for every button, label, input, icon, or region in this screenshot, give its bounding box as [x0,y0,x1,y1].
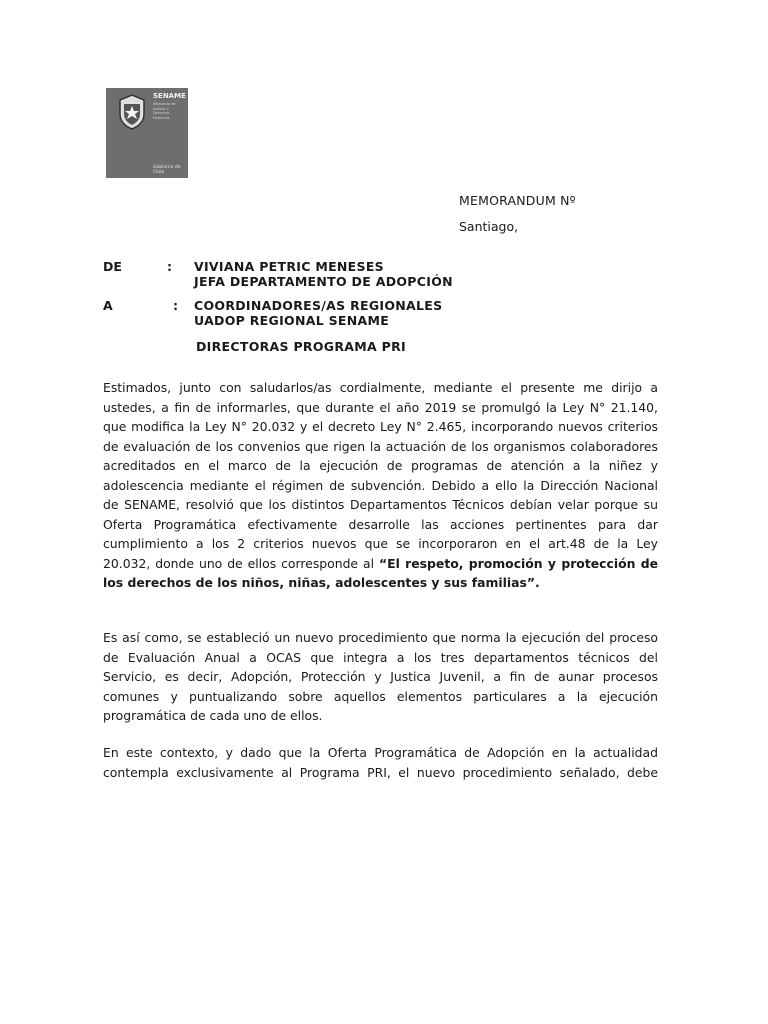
paragraph-line: cumplimiento a los 2 criterios nuevos que se incorporaron en el art.48 de la Ley [103,536,658,551]
paragraph-2 [103,628,658,726]
paragraph-line: Estimados, junto con saludarlos/as cordialmente, mediante el presente me dirijo a [103,380,658,395]
paragraph-line: de Evaluación Anual a OCAS que integra a los tres departamentos técnicos del [103,649,658,665]
logo-subtitle: Ministerio de Justicia y Derechos Humanos [153,102,176,120]
emphasis-line: los derechos de los niños, niñas, adolescentes y sus familias”. [103,575,540,590]
chile-coat-of-arms-icon [112,92,152,132]
de-label: DE [103,259,122,274]
a-colon: : [173,298,178,313]
a-label: A [103,298,113,313]
paragraph-line: ustedes, a fin de informarles, que durante el año 2019 se promulgó la Ley N° 21.140, [103,399,658,415]
recipient-line-2: UADOP REGIONAL SENAME [194,313,390,328]
paragraph-line: Es así como, se estableció un nuevo procedimiento que norma la ejecución del proceso [103,630,658,645]
paragraph-line: acreditados en el marco de la ejecución de programas de atención a la niñez y [103,458,658,473]
sender-name: VIVIANA PETRIC MENESES [194,259,384,274]
paragraph-line: de evaluación de los convenios que rigen la actuación de los organismos colaboradores [103,438,658,454]
paragraph-line: contempla exclusivamente al Programa PRI, el nuevo procedimiento señalado, debe [103,764,658,780]
paragraph-line: adolescencia mediante el régimen de subvención. Debido a ello la Dirección Nacional [103,477,658,493]
de-colon: : [167,259,172,274]
recipient-line-3: DIRECTORAS PROGRAMA PRI [196,339,406,354]
paragraph-line [103,554,658,574]
sename-logo [106,88,188,178]
paragraph-line: En este contexto, y dado que la Oferta Programática de Adopción en la actualidad [103,745,658,760]
paragraph-line: de SENAME, resolvió que los distintos Departamentos Técnicos debían velar porque su [103,497,658,512]
logo-name: SENAME [153,92,186,100]
emphasis-text: “El respeto, promoción y protección de [378,555,659,571]
paragraph-line: programática de cada uno de ellos. [103,708,323,723]
logo-footer: Gobierno de Chile [153,165,181,175]
paragraph-line: Servicio, es decir, Adopción, Protección y Justica Juvenil, a fin de aunar procesos [103,669,658,684]
paragraph-3 [103,743,658,782]
recipient-line-1: COORDINADORES/AS REGIONALES [194,298,443,313]
paragraph-text: 20.032, donde uno de ellos corresponde al [103,555,379,571]
paragraph-line: comunes y puntualizando sobre aquellos elementos particulares a la ejecución [103,688,658,704]
memo-city: Santiago, [459,219,519,234]
paragraph-1 [103,378,658,593]
paragraph-line: Oferta Programática efectivamente desarrolle las acciones pertinentes para dar [103,516,658,532]
memo-number-label: MEMORANDUM Nº [459,193,576,208]
sender-title: JEFA DEPARTAMENTO DE ADOPCIÓN [194,274,453,289]
paragraph-line: que modifica la Ley N° 20.032 y el decreto Ley N° 2.465, incorporando nuevos criterios [103,419,658,434]
